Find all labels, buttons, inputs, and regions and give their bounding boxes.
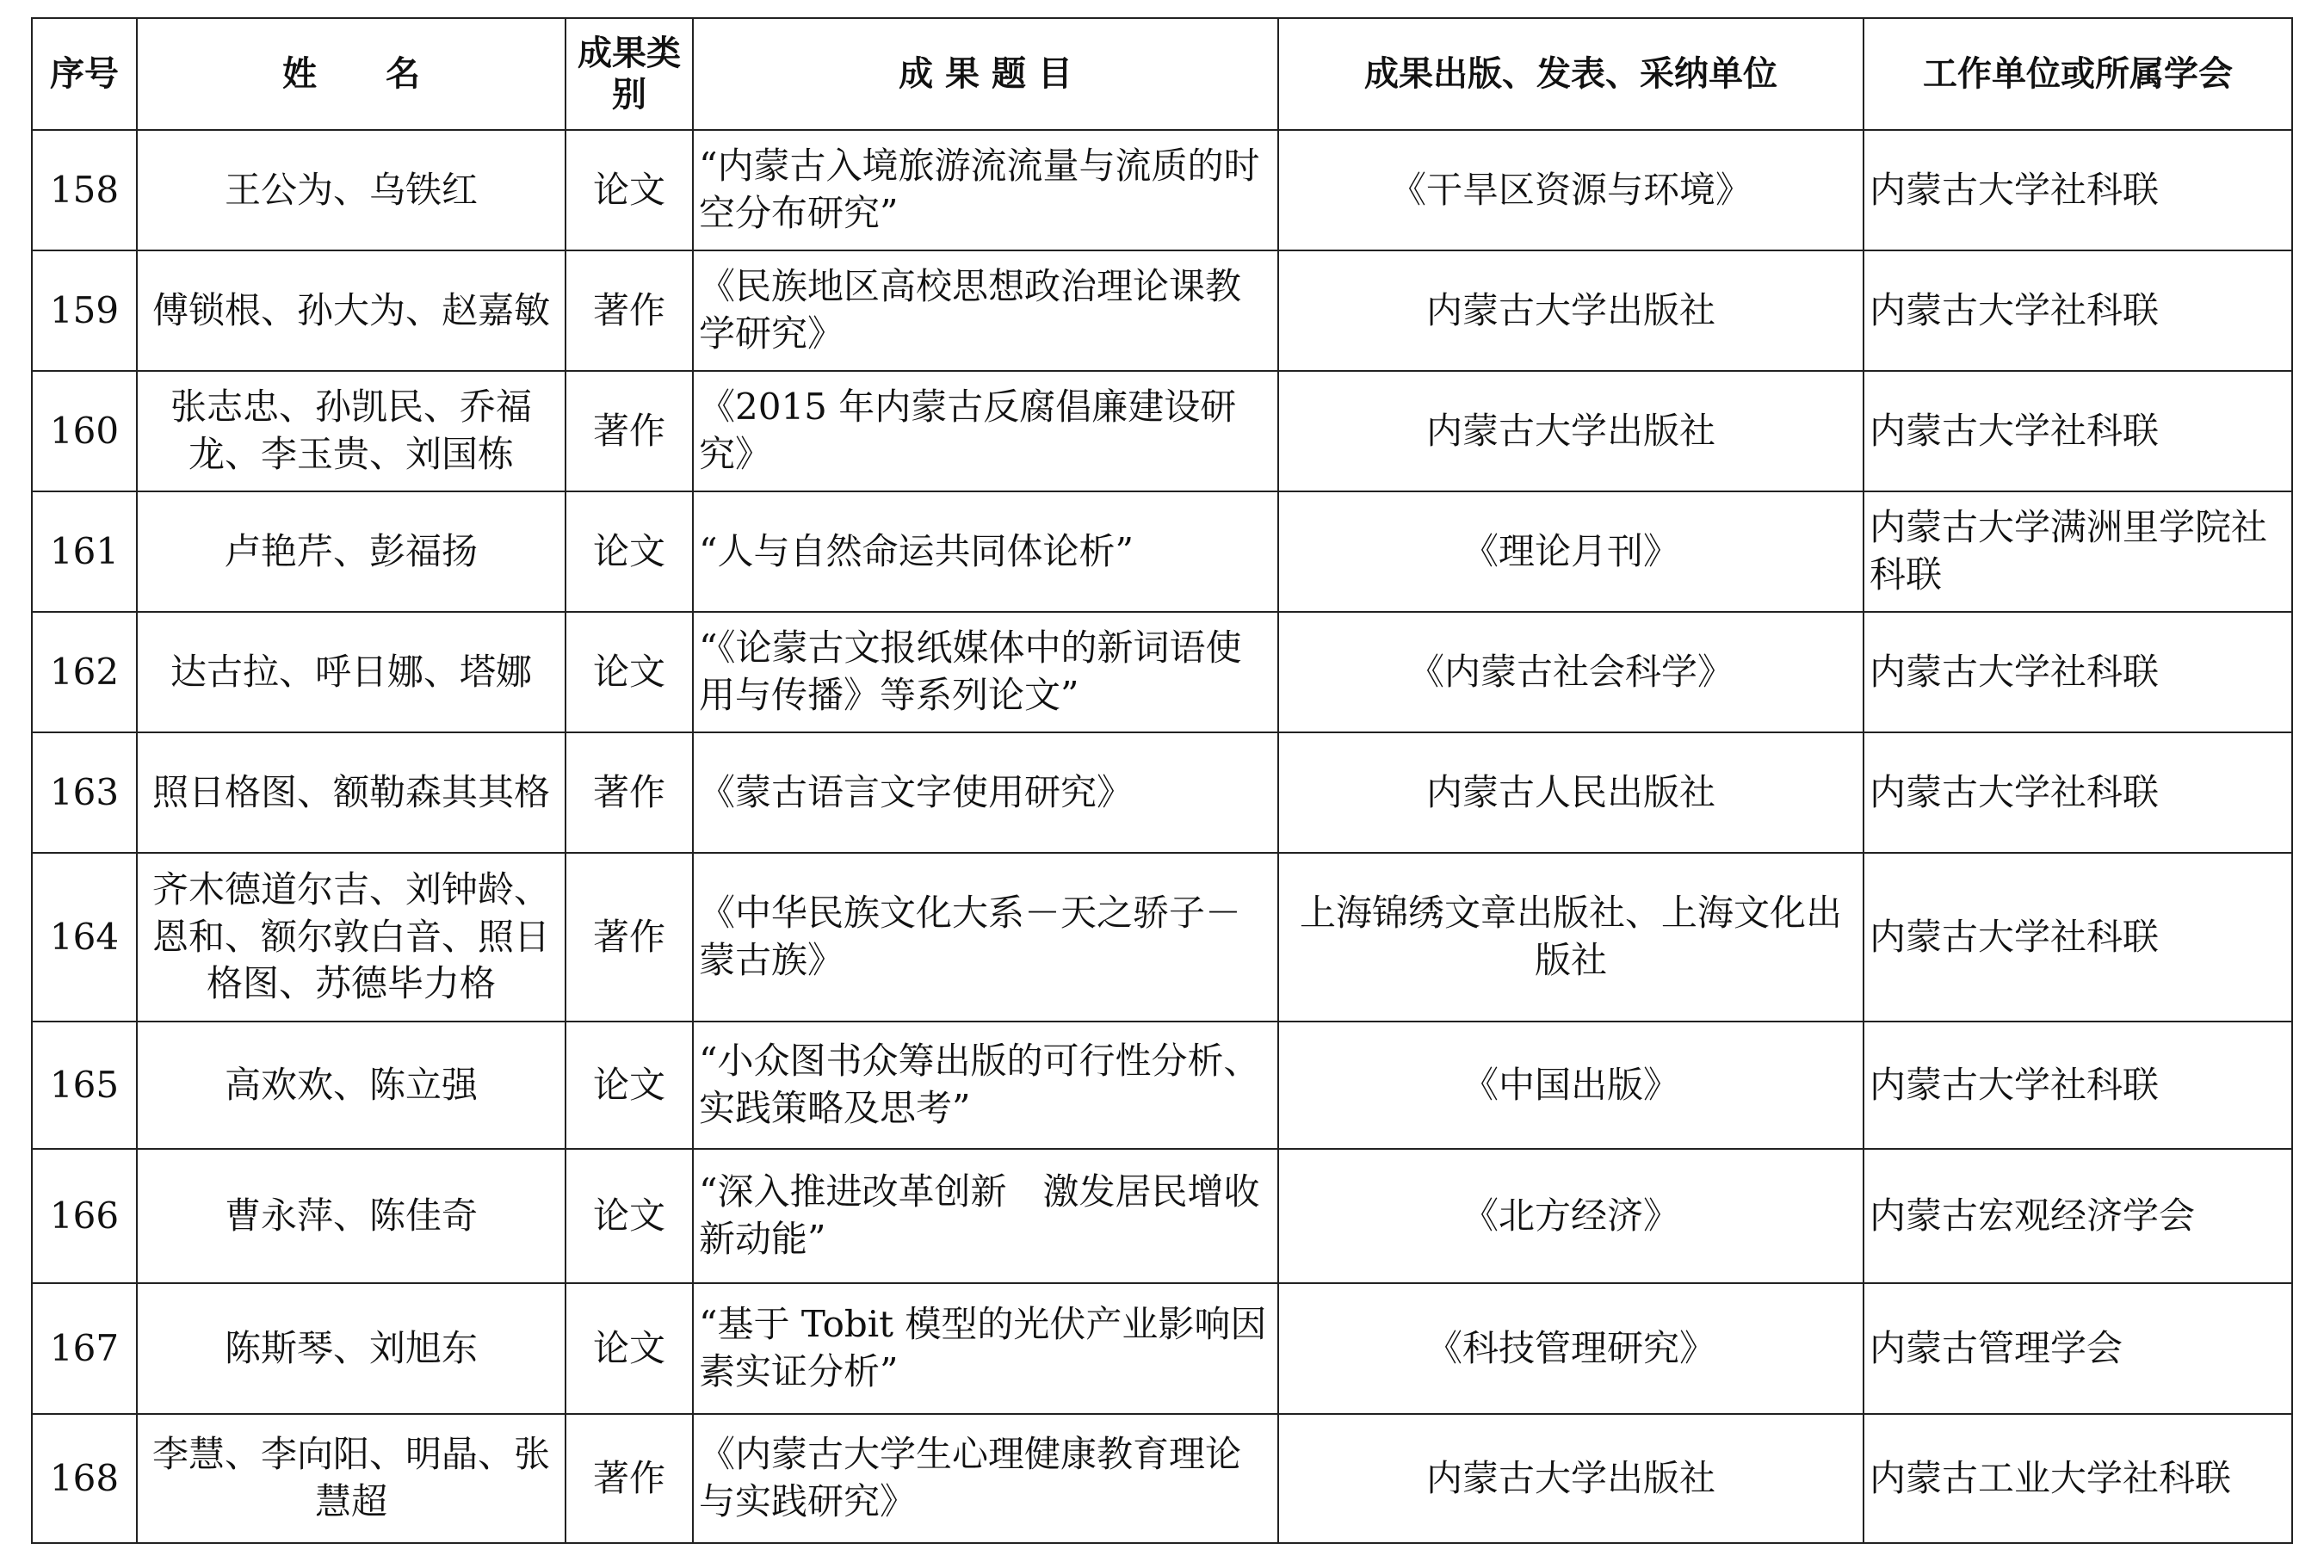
result-type: 论文: [566, 491, 693, 612]
work-unit: 内蒙古大学社科联: [1864, 732, 2292, 853]
work-unit: 内蒙古工业大学社科联: [1864, 1414, 2292, 1543]
row-number: 166: [32, 1149, 137, 1283]
table-row: [32, 853, 2292, 1022]
result-type: 著作: [566, 371, 693, 491]
author-names: 高欢欢、陈立强: [137, 1022, 566, 1149]
work-unit: 内蒙古大学社科联: [1864, 250, 2292, 371]
table-row: [32, 371, 2292, 491]
publisher: 《中国出版》: [1278, 1022, 1864, 1149]
publisher: 内蒙古大学出版社: [1278, 1414, 1864, 1543]
row-number: 165: [32, 1022, 137, 1149]
author-names: 李慧、李向阳、明晶、张慧超: [137, 1414, 566, 1543]
header-publisher: 成果出版、发表、采纳单位: [1278, 18, 1864, 130]
row-number: 161: [32, 491, 137, 612]
table-row: [32, 250, 2292, 371]
author-names: 王公为、乌铁红: [137, 130, 566, 250]
author-names: 曹永萍、陈佳奇: [137, 1149, 566, 1283]
work-unit: 内蒙古大学满洲里学院社科联: [1864, 491, 2292, 612]
result-type: 论文: [566, 1283, 693, 1414]
result-type: 论文: [566, 1022, 693, 1149]
result-title: 《内蒙古大学生心理健康教育理论与实践研究》: [693, 1414, 1278, 1543]
author-names: 张志忠、孙凯民、乔福龙、李玉贵、刘国栋: [137, 371, 566, 491]
result-type: 论文: [566, 612, 693, 732]
table-row: [32, 1022, 2292, 1149]
row-number: 167: [32, 1283, 137, 1414]
row-number: 159: [32, 250, 137, 371]
publisher: 《理论月刊》: [1278, 491, 1864, 612]
result-title: “小众图书众筹出版的可行性分析、实践策略及思考”: [693, 1022, 1278, 1149]
table-row: [32, 130, 2292, 250]
publisher: 内蒙古大学出版社: [1278, 371, 1864, 491]
publisher: 《科技管理研究》: [1278, 1283, 1864, 1414]
table-row: [32, 612, 2292, 732]
publisher: 《内蒙古社会科学》: [1278, 612, 1864, 732]
author-names: 齐木德道尔吉、刘钟龄、恩和、额尔敦白音、照日格图、苏德毕力格: [137, 853, 566, 1022]
header-unit: 工作单位或所属学会: [1864, 18, 2292, 130]
result-type: 著作: [566, 732, 693, 853]
result-title: 《蒙古语言文字使用研究》: [693, 732, 1278, 853]
result-type: 著作: [566, 1414, 693, 1543]
result-title: 《2015 年内蒙古反腐倡廉建设研究》: [693, 371, 1278, 491]
work-unit: 内蒙古大学社科联: [1864, 612, 2292, 732]
author-names: 陈斯琴、刘旭东: [137, 1283, 566, 1414]
row-number: 160: [32, 371, 137, 491]
row-number: 164: [32, 853, 137, 1022]
result-title: “人与自然命运共同体论析”: [693, 491, 1278, 612]
table-row: [32, 1149, 2292, 1283]
work-unit: 内蒙古大学社科联: [1864, 130, 2292, 250]
publisher: 《北方经济》: [1278, 1149, 1864, 1283]
publisher: 上海锦绣文章出版社、上海文化出版社: [1278, 853, 1864, 1022]
table-row: [32, 1283, 2292, 1414]
author-names: 达古拉、呼日娜、塔娜: [137, 612, 566, 732]
work-unit: 内蒙古大学社科联: [1864, 1022, 2292, 1149]
publisher: 内蒙古大学出版社: [1278, 250, 1864, 371]
header-num: 序号: [32, 18, 137, 130]
result-title: “内蒙古入境旅游流流量与流质的时空分布研究”: [693, 130, 1278, 250]
author-names: 照日格图、额勒森其其格: [137, 732, 566, 853]
author-names: 傅锁根、孙大为、赵嘉敏: [137, 250, 566, 371]
result-type: 著作: [566, 250, 693, 371]
work-unit: 内蒙古管理学会: [1864, 1283, 2292, 1414]
publisher: 《干旱区资源与环境》: [1278, 130, 1864, 250]
result-title: 《中华民族文化大系－天之骄子－蒙古族》: [693, 853, 1278, 1022]
header-title: 成 果 题 目: [693, 18, 1278, 130]
row-number: 163: [32, 732, 137, 853]
table-row: [32, 491, 2292, 612]
result-title: “基于 Tobit 模型的光伏产业影响因素实证分析”: [693, 1283, 1278, 1414]
row-number: 158: [32, 130, 137, 250]
row-number: 162: [32, 612, 137, 732]
row-number: 168: [32, 1414, 137, 1543]
work-unit: 内蒙古宏观经济学会: [1864, 1149, 2292, 1283]
table-row: [32, 1414, 2292, 1543]
result-title: “深入推进改革创新 激发居民增收新动能”: [693, 1149, 1278, 1283]
publisher: 内蒙古人民出版社: [1278, 732, 1864, 853]
table-row: [32, 732, 2292, 853]
author-names: 卢艳芹、彭福扬: [137, 491, 566, 612]
header-type: 成果类别: [566, 18, 693, 130]
header-name: 姓 名: [137, 18, 566, 130]
awards-table: [31, 17, 2293, 1544]
work-unit: 内蒙古大学社科联: [1864, 371, 2292, 491]
header-row: [32, 18, 2292, 130]
result-type: 论文: [566, 130, 693, 250]
work-unit: 内蒙古大学社科联: [1864, 853, 2292, 1022]
result-type: 论文: [566, 1149, 693, 1283]
result-title: “《论蒙古文报纸媒体中的新词语使用与传播》等系列论文”: [693, 612, 1278, 732]
result-title: 《民族地区高校思想政治理论课教学研究》: [693, 250, 1278, 371]
result-type: 著作: [566, 853, 693, 1022]
